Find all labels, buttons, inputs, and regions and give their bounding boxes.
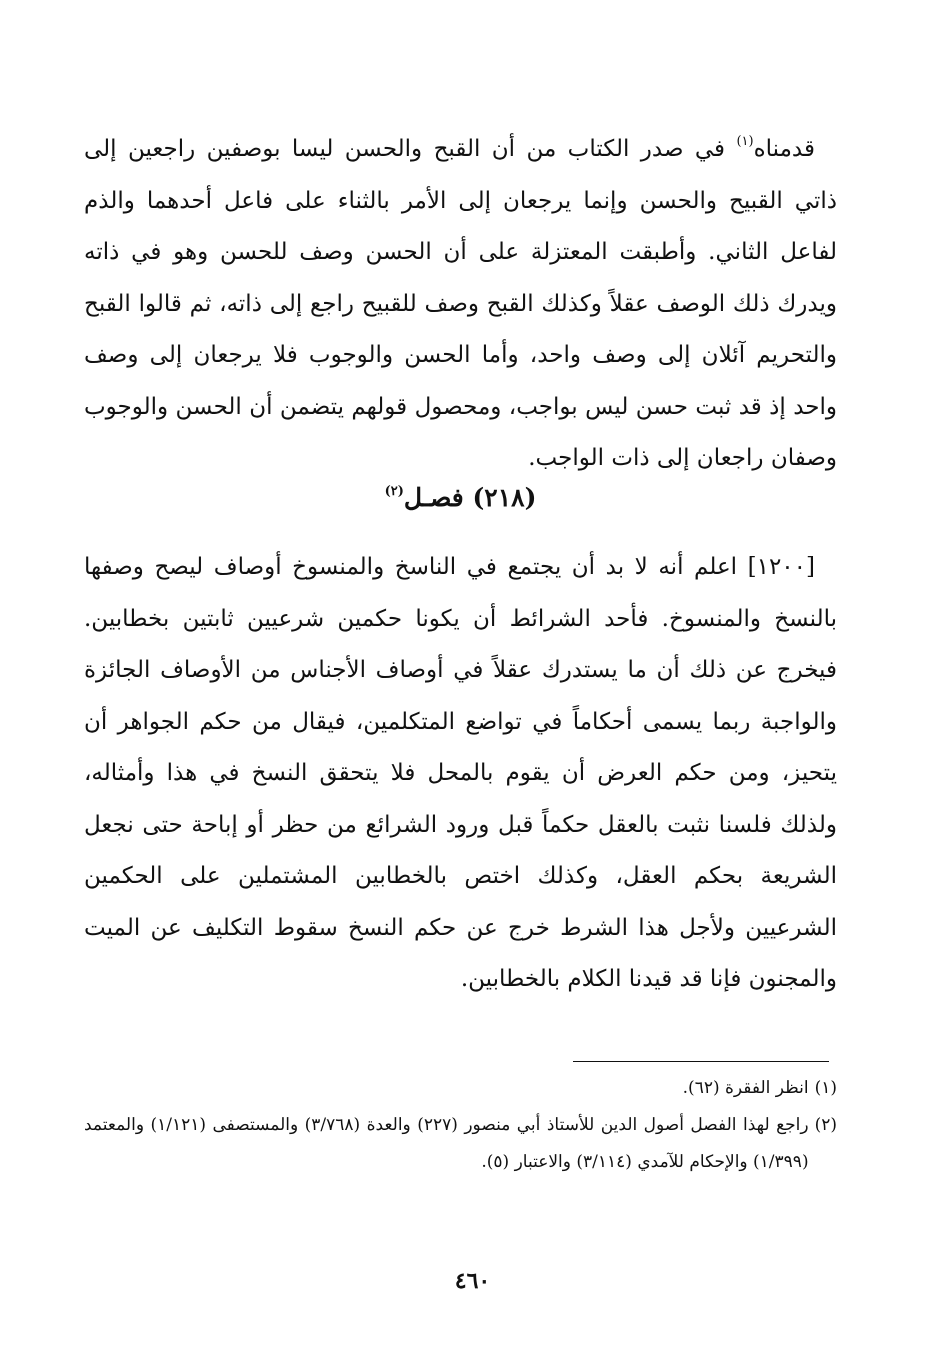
body-paragraph-1 (84, 124, 837, 485)
footnote-reference-2: (٢) (384, 483, 404, 499)
footnote-divider (573, 1061, 829, 1062)
footnotes-list (84, 1070, 837, 1181)
footnote-text: راجع لهذا الفصل أصول الدين للأستاذ أبي منصور (٢٢٧) والعدة (٣/٧٦٨) والمستصفى (١/١٢١) والمعتمد (١/٣٩٩) والإحكام للآمدي (٣/١١٤) والاعتبار (٥). (84, 1115, 809, 1172)
footnote-item (84, 1070, 837, 1107)
footnote-number: (١) (814, 1078, 837, 1098)
footnote-text: انظر الفقرة (٦٢). (682, 1078, 809, 1098)
page-number: ٤٦٠ (454, 1268, 491, 1294)
section-heading (84, 478, 837, 518)
paragraph-1-start: قدمناه (753, 136, 815, 162)
footnote-number: (٢) (814, 1115, 837, 1135)
paragraph-2-text: [١٢٠٠] اعلم أنه لا بد أن يجتمع في الناسخ والمنسوخ أوصاف ليصح وصفها بالنسخ والمنسوخ. فأحد الشرائط أن يكونا حكمين شرعيين ثابتين بخطابين. فيخرج عن ذلك أن ما يستدرك عقلاً في أوصاف الأجناس من الأوصاف الجائزة والواجبة ربما يسمى أحكاماً في تواضع المتكلمين، فيقال من حكم الجواهر أن يتحيز، ومن حكم العرض أن يقوم بالمحل فلا يتحقق النسخ في هذا وأمثاله، ولذلك فلسنا نثبت بالعقل حكماً قبل ورود الشرائع من حظر أو إباحة حتى نجعل الشريعة بحكم العقل، وكذلك اختص بالخطابين المشتملين على الحكمين الشرعيين ولأجل هذا الشرط خرج عن حكم النسخ سقوط التكليف عن الميت والمجنون فإنا قد قيدنا الكلام بالخطابين. (84, 554, 837, 992)
footnote-item (84, 1107, 837, 1181)
footnote-reference-1: (١) (736, 134, 754, 150)
paragraph-1-text: في صدر الكتاب من أن القبح والحسن ليسا بوصفين راجعين إلى ذاتي القبيح والحسن وإنما يرجعان إلى الأمر بالثناء على فاعل أحدهما والذم لفاعل الثاني. وأطبقت المعتزلة على أن الحسن وصف للحسن وهو في ذاته ويدرك ذلك الوصف عقلاً وكذلك القبح وصف للقبيح راجع إلى ذاته، ثم قالوا القبح والتحريم آئلان إلى وصف واحد، وأما الحسن والوجوب فلا يرجعان إلى وصف واحد إذ قد ثبت حسن ليس بواجب، ومحصول قولهم يتضمن أن الحسن والوجوب وصفان راجعان إلى ذات الواجب. (84, 136, 837, 471)
section-title: (٢١٨) فصـل (403, 483, 537, 512)
body-paragraph-2 (84, 542, 837, 1006)
